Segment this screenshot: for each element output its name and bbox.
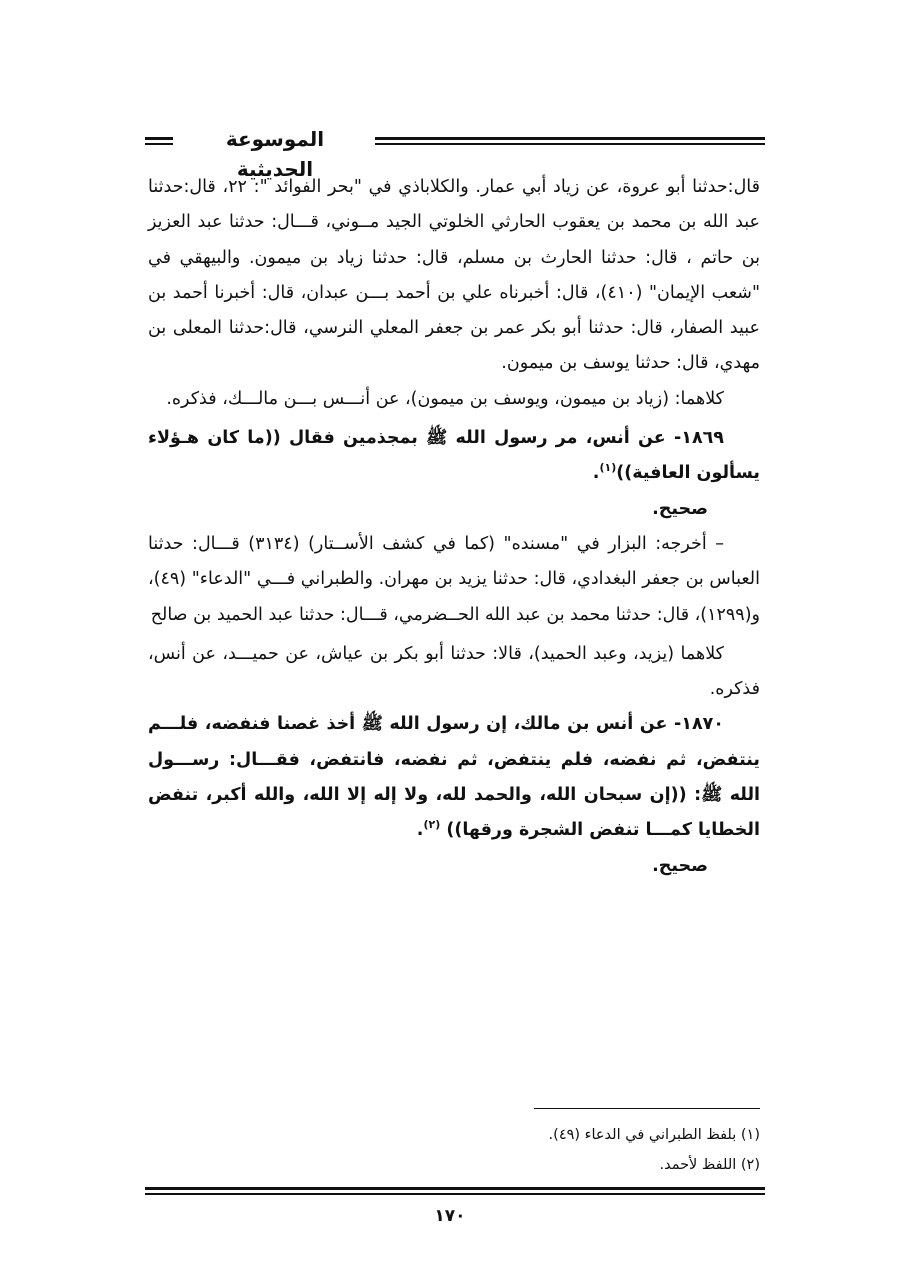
- paragraph-takhrij-continued: [148, 170, 760, 382]
- body-text: [148, 170, 760, 884]
- verdict-sahih-2: صحيح.: [652, 855, 708, 876]
- text-line: "الدعاء" (٤٩)، و(١٢٩٩)، قال: حدثنا محمد بن عبد الله الحــضرمي، قـــال:: [148, 569, 760, 625]
- footer-rule: [145, 1187, 765, 1195]
- text-line: قال:حدثنا عبد الله بن محمد بن يعقوب الحارثي الخلوتي الجيد مــوني، قـــال:: [148, 177, 760, 233]
- text-line: عبدان، قال: أخبرنا أحمد بن عبيد الصفار، قال: حدثنا أبو بكر عمر بن جعفر: [148, 282, 760, 339]
- text-line: ميمون. والبيهقي في "شعب الإيمان" (٤١٠)، قال: أخبرناه علي بن أحمد بـــن: [148, 247, 760, 303]
- footnote-1: (١) بلفظ الطبراني في الدعاء (٤٩).: [548, 1127, 760, 1143]
- text-line: قال:حدثنا أبو عروة، عن زياد أبي عمار. والكلاباذي في "بحر الفوائد ": ٢٢،: [222, 177, 760, 197]
- footnote-ref-1[interactable]: (١): [599, 461, 617, 475]
- text-line: كلاهما (يزيد، وعبد الحميد)، قالا: حدثنا أبو بكر بن عياش، عن حميـــد،: [222, 643, 724, 664]
- text-line: حدثنا العباس بن جعفر البغدادي، قال: حدثنا يزيد بن مهران. والطبراني فـــي: [148, 533, 760, 590]
- paragraph-kilahuma-1: [148, 382, 760, 417]
- hadith-text: تنفض الشجرة ورقها)): [440, 820, 640, 841]
- hadith-text: ١٨٧٠- عن أنس بن مالك، إن رسول الله ﷺ أخذ غصنا فنفضه، فلـــم: [148, 714, 724, 735]
- hadith-1870: ١٨٧٠- عن أنس بن مالك، إن رسول الله ﷺ أخذ غصنا فنفضه، فلـــم ينتفض، ثم نفضه، فلم ينتفض، ثم نفضه، فانتفض، فقـــال: رســـول الله ﷺ: ((إن سبحان الله، والحمد لله، ولا إله إلا الله، والله أكبر، تنفض الخطايا كمـــا تنفض الشجرة ورقها)) $^{(٢)}$.: [148, 714, 761, 841]
- header-rule-right: [375, 137, 765, 145]
- running-header: [145, 120, 765, 181]
- text-line: عن أنس، فذكره.: [148, 643, 760, 700]
- footnotes: [360, 1120, 760, 1180]
- hadith-text: ينتفض، ثم نفضه، فلم ينتفض، ثم نفضه، فانتفض، فقـــال: رســـول الله ﷺ:: [148, 749, 761, 806]
- text-line: كلاهما: (زياد بن ميمون، ويوسف بن ميمون)، عن أنـــس بـــن مالـــك،: [222, 388, 724, 409]
- footnote-separator: [534, 1108, 760, 1109]
- text-line: المعلي النرسي، قال:حدثنا المعلى بن مهدي، قال: حدثنا يوسف بن ميمون.: [148, 318, 760, 374]
- header-rule-left: [145, 137, 173, 145]
- paragraph-takhrij-1869: [148, 527, 760, 633]
- hadith-text: ((إن سبحان الله، والحمد لله، ولا إله إلا الله، والله أكبر، تنفض الخطايا كمـــا: [148, 785, 760, 841]
- header-title: الموسوعة الحديثية: [225, 127, 325, 181]
- verdict-sahih-1: صحيح.: [652, 498, 708, 519]
- hadith-text: ١٨٦٩- عن أنس، مر رسول الله ﷺ بمجذمين فقال ((ما كان هـؤلاء: [148, 428, 724, 449]
- text-line: حدثنا عبد الحميد بن صالح: [150, 604, 335, 625]
- page-number: ١٧٠: [434, 1206, 466, 1226]
- text-line: – أخرجه: البزار في "مسنده" (كما في كشف الأســتار) (٣١٣٤) قـــال:: [192, 533, 724, 554]
- text-line: فذكره.: [166, 388, 217, 409]
- text-line: حدثنا عبد العزيز بن حاتم ، قال: حدثنا الحارث بن مسلم، قال: حدثنا زياد بن: [148, 212, 760, 268]
- footnote-2: (٢) اللفظ لأحمد.: [659, 1157, 760, 1173]
- footnote-ref-2[interactable]: (٢): [423, 818, 441, 832]
- hadith-1869: ١٨٦٩- عن أنس، مر رسول الله ﷺ بمجذمين فقال ((ما كان هـؤلاء يسألون العافية))$^{(١)}$.: [148, 428, 760, 484]
- hadith-text: يسألون العافية)): [616, 463, 760, 484]
- paragraph-kilahuma-2: [148, 637, 760, 708]
